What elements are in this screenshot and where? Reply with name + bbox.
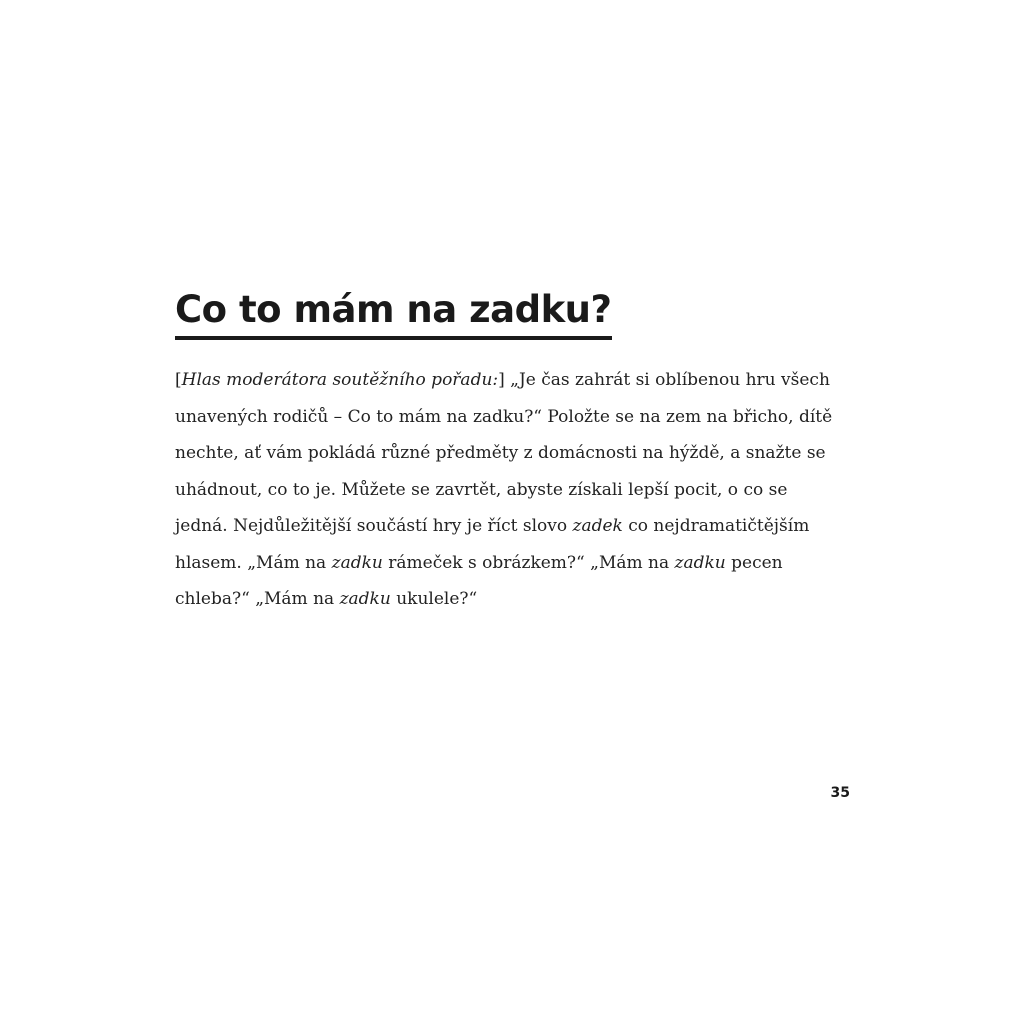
section-heading (175, 287, 612, 340)
text-segment: ] „Je čas zahrát si oblíbenou hru všech unavených rodičů – Co to mám na zadku?“ Položte se na zem na břicho, dítě nechte, ať vám pokládá různé předměty z domácnosti na hýždě, a snažte se uhádnout, co to je. Můžete se zavrtět, abyste získali lepší pocit, o co se jedná. Nejdůležitější součástí hry je říct slovo (175, 370, 833, 536)
paragraph-text (175, 362, 845, 618)
italic-stage-direction: Hlas moderátora soutěžního pořadu: (181, 370, 499, 390)
text-segment: ukulele?“ (390, 589, 478, 609)
italic-word: zadku (331, 552, 383, 573)
body-paragraph (175, 362, 845, 618)
text-segment: [ (175, 370, 182, 390)
text-segment: co nejdramatičtějším hlasem. „Mám na (175, 516, 810, 573)
heading-underline (175, 336, 612, 340)
italic-word: zadku (674, 552, 726, 573)
page-number: 35 (830, 785, 850, 801)
section-title: Co to mám na zadku? (175, 288, 612, 331)
text-segment: pecen chleba?“ „Mám na (175, 552, 783, 609)
italic-word: zadek (572, 516, 623, 536)
italic-word: zadku (339, 589, 391, 609)
text-segment: rámeček s obrázkem?“ „Mám na (382, 552, 675, 573)
